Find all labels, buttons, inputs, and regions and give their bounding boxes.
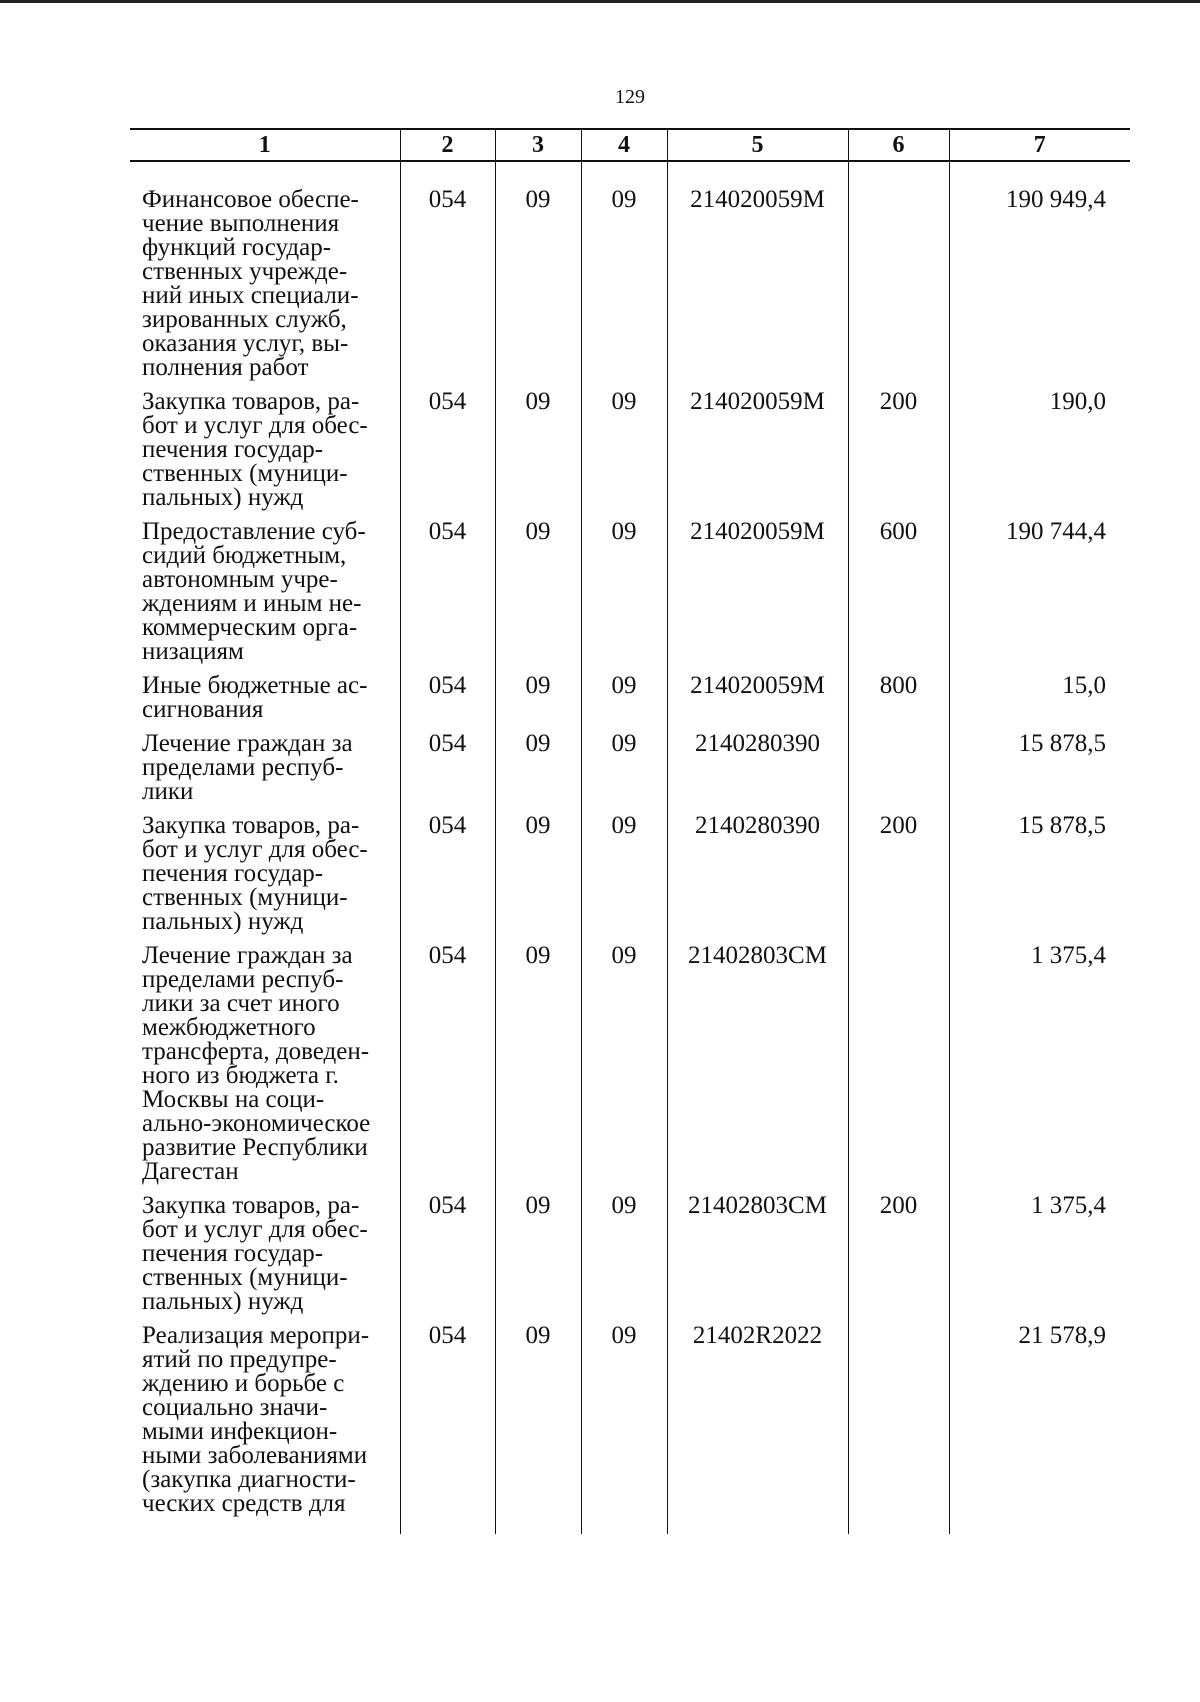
table-row: [130, 390, 1130, 520]
spacer-cell: [495, 161, 581, 188]
code-section: 09: [495, 674, 581, 732]
code-target: 2140280390: [667, 732, 848, 814]
amount: 15 878,5: [949, 814, 1130, 944]
code-target: 2140280390: [667, 814, 848, 944]
code-target: 21402R2022: [667, 1324, 848, 1534]
amount: 15 878,5: [949, 732, 1130, 814]
item-name: Лечение граждан за пределами респуб- лики: [142, 730, 353, 805]
amount: 15,0: [949, 674, 1130, 732]
table-row: [130, 1324, 1130, 1534]
header-cell-3: 3: [495, 129, 581, 161]
code-ministry: 054: [400, 732, 495, 814]
spacer-cell: [581, 161, 667, 188]
code-expense-type: 200: [848, 1194, 949, 1324]
top-scan-edge: [0, 0, 1200, 3]
code-section: 09: [495, 1324, 581, 1534]
code-ministry: 054: [400, 814, 495, 944]
table-row: [130, 814, 1130, 944]
code-subsection: 09: [581, 1324, 667, 1534]
code-subsection: 09: [581, 520, 667, 674]
code-subsection: 09: [581, 1194, 667, 1324]
spacer-cell: [400, 161, 495, 188]
code-ministry: 054: [400, 390, 495, 520]
page-number: 129: [615, 86, 645, 108]
code-expense-type: 600: [848, 520, 949, 674]
item-name: Иные бюджетные ас- сигнования: [142, 672, 368, 723]
code-section: 09: [495, 944, 581, 1194]
header-cell-1: 1: [130, 129, 400, 161]
table-row: [130, 944, 1130, 1194]
code-expense-type: [848, 1324, 949, 1534]
code-subsection: 09: [581, 188, 667, 390]
code-section: 09: [495, 520, 581, 674]
item-name: Закупка товаров, ра- бот и услуг для обес- печения государ- ственных (муници- пальных) нужд: [142, 388, 368, 511]
code-subsection: 09: [581, 674, 667, 732]
amount: 190 949,4: [949, 188, 1130, 390]
code-section: 09: [495, 814, 581, 944]
amount: 1 375,4: [949, 944, 1130, 1194]
amount: 190 744,4: [949, 520, 1130, 674]
code-subsection: 09: [581, 944, 667, 1194]
spacer-cell: [130, 161, 400, 188]
code-ministry: 054: [400, 1324, 495, 1534]
budget-table: [130, 128, 1130, 1534]
code-subsection: 09: [581, 732, 667, 814]
code-section: 09: [495, 390, 581, 520]
item-name: Реализация меропри- ятий по предупре- ждению и борьбе с социально значи- мыми инфекцион- ными заболеваниями (закупка диагности- ческих средств для: [142, 1322, 370, 1517]
spacer-cell: [949, 161, 1130, 188]
code-section: 09: [495, 1194, 581, 1324]
table-row: [130, 732, 1130, 814]
code-target: 214020059M: [667, 674, 848, 732]
item-name: Предоставление суб- сидий бюджетным, автономным учре- ждениям и иным не- коммерческим орга- низациям: [142, 518, 366, 665]
code-expense-type: 200: [848, 814, 949, 944]
amount: 1 375,4: [949, 1194, 1130, 1324]
code-ministry: 054: [400, 520, 495, 674]
header-cell-5: 5: [667, 129, 848, 161]
table-row: [130, 520, 1130, 674]
code-target: 21402803CM: [667, 1194, 848, 1324]
code-target: 214020059M: [667, 188, 848, 390]
table-row: [130, 1194, 1130, 1324]
code-ministry: 054: [400, 674, 495, 732]
code-subsection: 09: [581, 814, 667, 944]
table-row: [130, 674, 1130, 732]
code-expense-type: 200: [848, 390, 949, 520]
header-cell-2: 2: [400, 129, 495, 161]
header-cell-6: 6: [848, 129, 949, 161]
header-row: [130, 129, 1130, 161]
spacer-cell: [667, 161, 848, 188]
code-ministry: 054: [400, 944, 495, 1194]
code-expense-type: [848, 188, 949, 390]
code-ministry: 054: [400, 1194, 495, 1324]
item-name: Финансовое обеспе- чение выполнения функций государ- ственных учрежде- ний иных специали- зированных служб, оказания услуг, вы- полнения работ: [142, 186, 359, 381]
table-row: [130, 188, 1130, 390]
code-section: 09: [495, 188, 581, 390]
code-section: 09: [495, 732, 581, 814]
code-subsection: 09: [581, 390, 667, 520]
code-target: 214020059M: [667, 520, 848, 674]
amount: 21 578,9: [949, 1324, 1130, 1534]
table-body: [130, 161, 1130, 1534]
amount: 190,0: [949, 390, 1130, 520]
code-target: 21402803CM: [667, 944, 848, 1194]
item-name: Закупка товаров, ра- бот и услуг для обес- печения государ- ственных (муници- пальных) нужд: [142, 812, 368, 935]
code-target: 214020059M: [667, 390, 848, 520]
header-cell-4: 4: [581, 129, 667, 161]
code-expense-type: [848, 944, 949, 1194]
header-cell-7: 7: [949, 129, 1130, 161]
code-expense-type: [848, 732, 949, 814]
code-expense-type: 800: [848, 674, 949, 732]
spacer-cell: [848, 161, 949, 188]
item-name: Лечение граждан за пределами респуб- лики за счет иного межбюджетного трансферта, доведен- ного из бюджета г. Москвы на соци- ально-экономическое развитие Республики Дагестан: [142, 942, 371, 1185]
code-ministry: 054: [400, 188, 495, 390]
item-name: Закупка товаров, ра- бот и услуг для обес- печения государ- ственных (муници- пальных) нужд: [142, 1192, 368, 1315]
spacer-row: [130, 161, 1130, 188]
